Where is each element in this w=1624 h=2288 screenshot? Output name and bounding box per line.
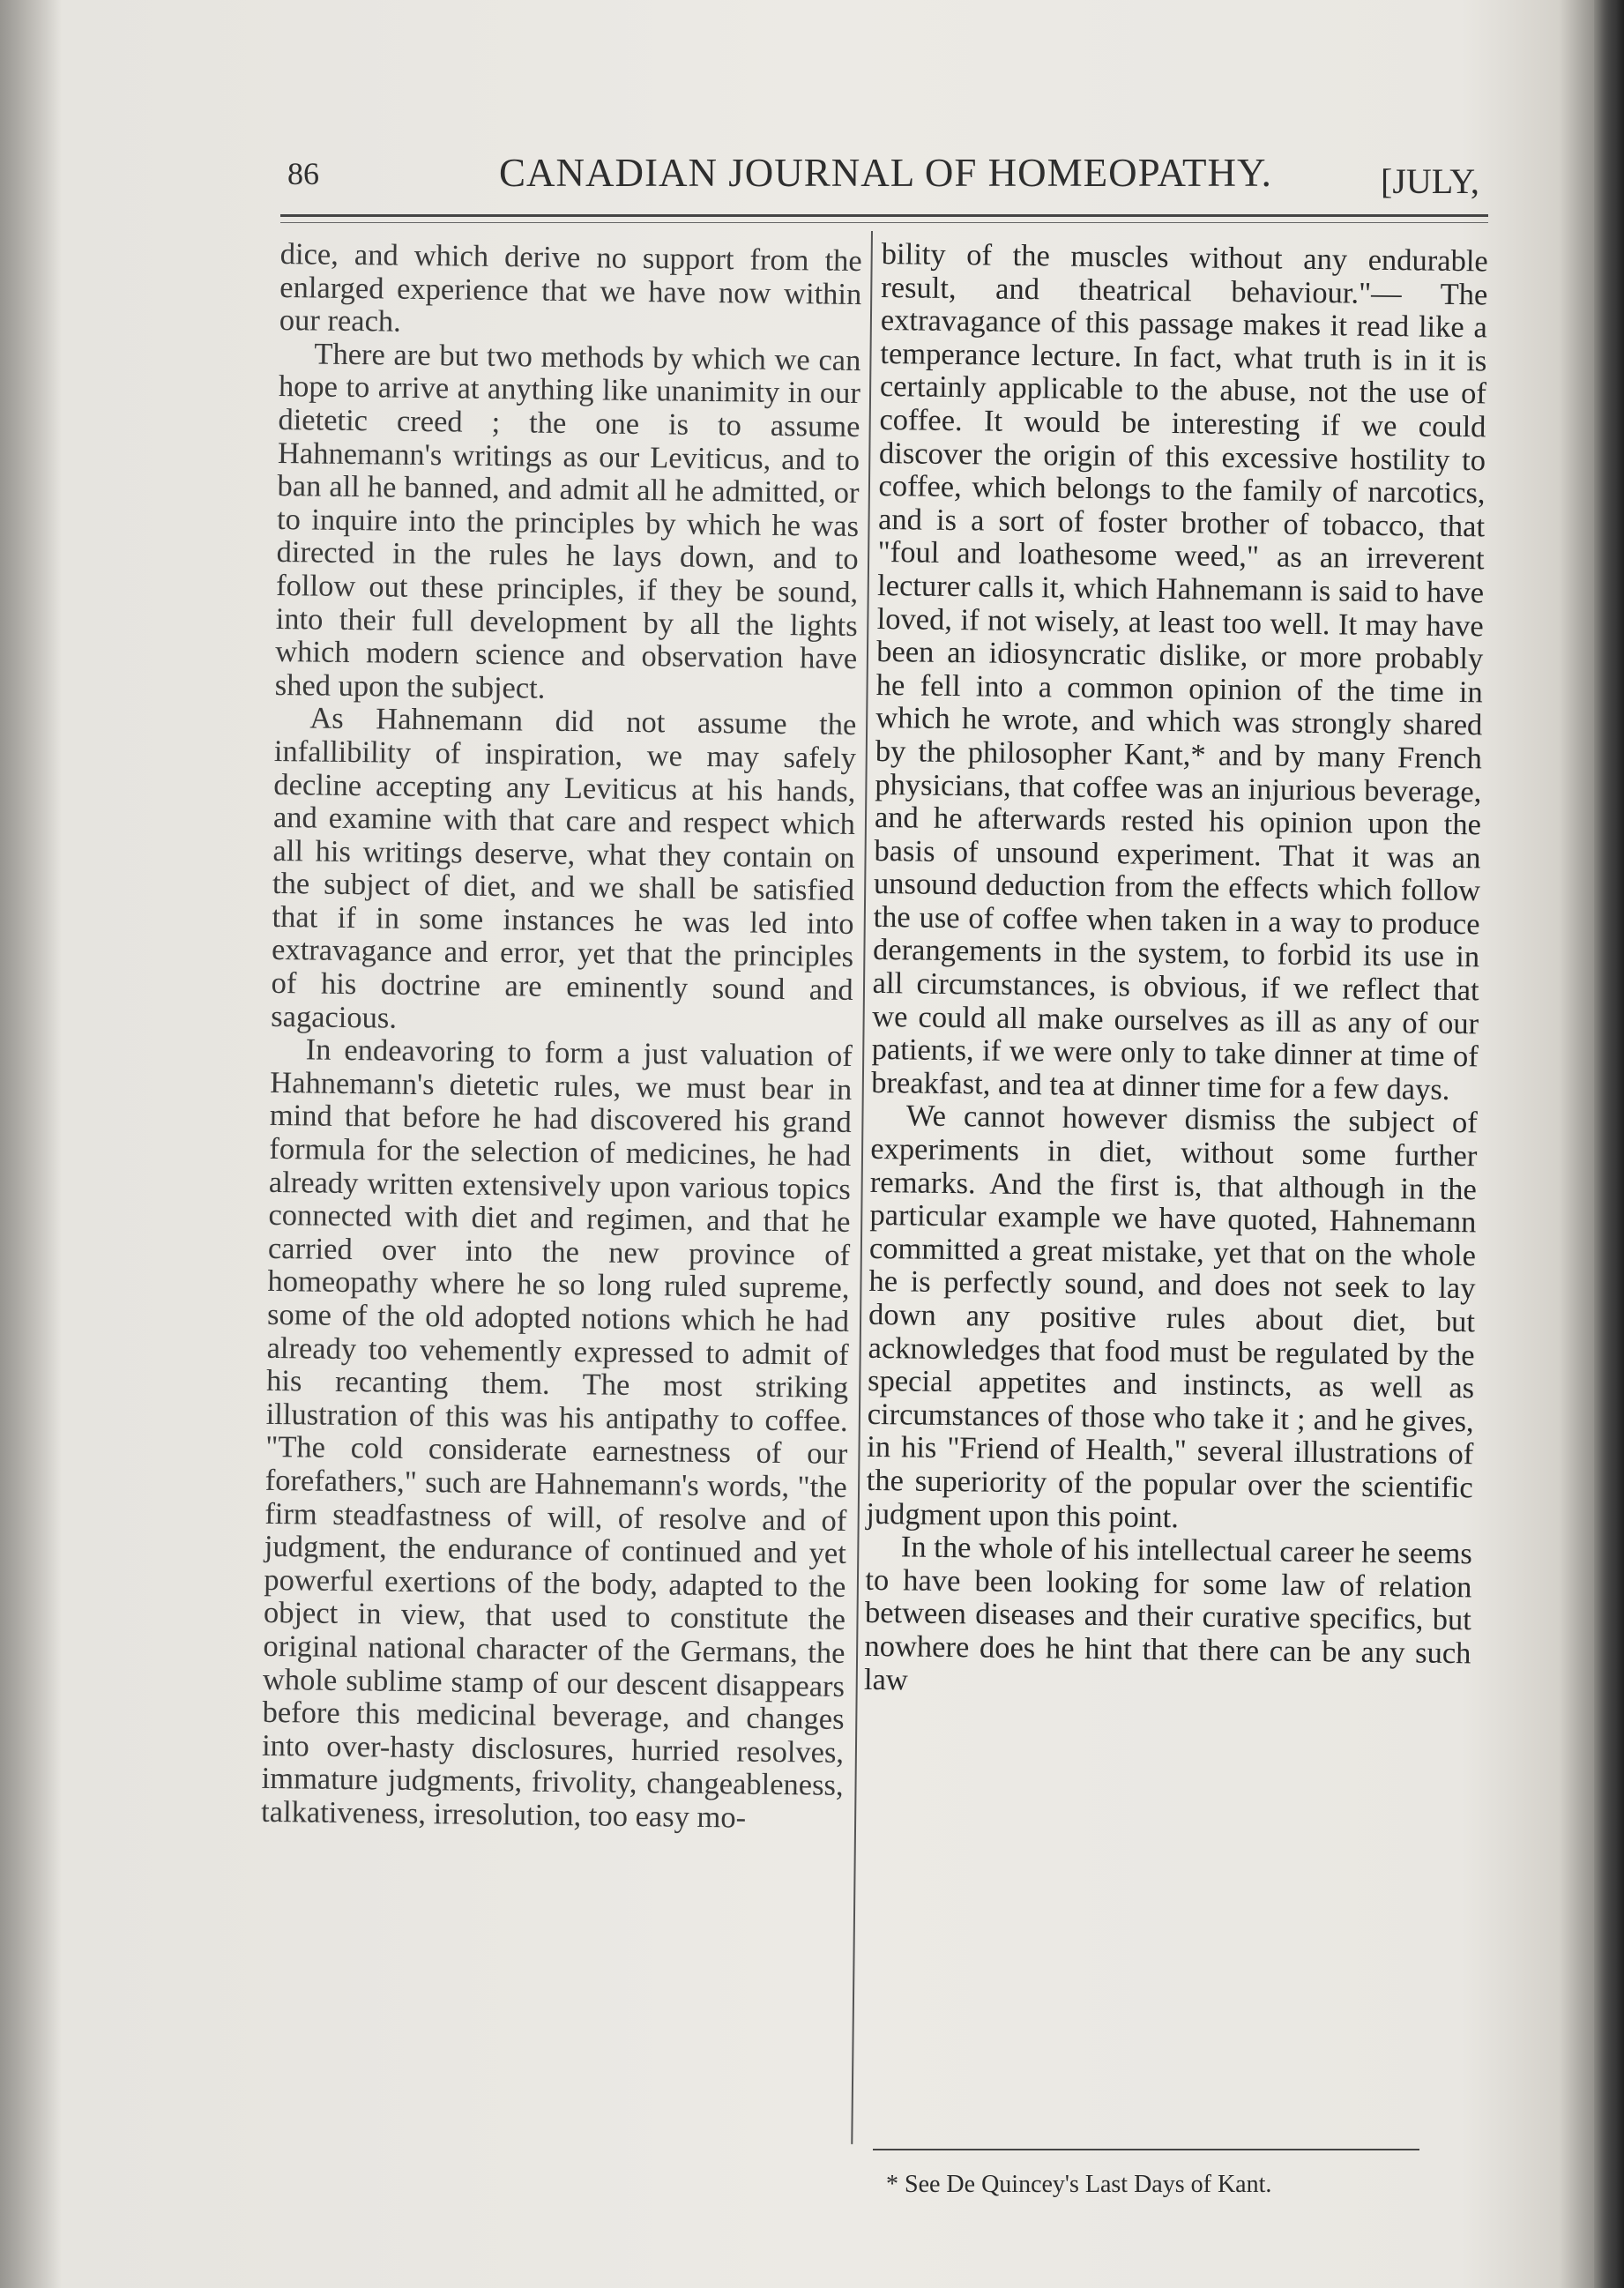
footnote: * See De Quincey's Last Days of Kant. [886,2171,1272,2198]
right-column [864,238,1488,1703]
page-edge-shadow [1594,0,1624,2288]
paragraph: In endeavoring to form a just valuation of Hahnemann's dietetic rules, we must bear in mind that before he had discovered his grand formula for the selection of medicines, he had already written extensively upon various topics connected with diet and regimen, and that he carried over into the new province of homeopathy where he so long ruled supreme, some of the old adopted notions which he had already too vehemently expressed to admit of his recanting them. The most striking illustration of this was his antipathy to coffee. "The cold considerate earnestness of our forefathers," such are Hahnemann's words, "the firm steadfastness of will, of resolve and of judgment, the endurance of continued and yet powerful exertions of the body, adapted to the object in view, that used to constitute the original national character of the Germans, the whole sublime stamp of our descent disappears before this medicinal beverage, and changes into over-hasty disclosures, hurried resolves, immature judgments, frivolity, changeableness, talkativeness, irresolution, too easy mo- [260,1032,853,1835]
header-rule [280,214,1488,217]
left-column [261,238,862,1836]
page-number: 86 [287,156,319,191]
paragraph: As Hahnemann did not assume the infallibility of inspiration, we may safely decline accepting any Leviticus at his hands, and examine with that care and respect which all his writings deserve, what they contain on the subject of diet, and we shall be satisfied that if in some instances he was led into extravagance and error, yet that the principles of his doctrine are eminently sound and sagacious. [270,701,857,1035]
issue-month: [JULY, [1381,161,1479,201]
paragraph: dice, and which derive no support from the enlarged experience that we have now within our reach. [279,237,862,339]
footnote-rule [873,2149,1419,2150]
paragraph: There are but two methods by which we can hope to arrive at anything like unanimity in our dietetic creed ; the one is to assume Hahnemann's writings as our Leviticus, and to ban all he banned, and admit all he admitted, or to inquire into the principles by which he was directed in the rules he lays down, and to follow out these principles, if they be sound, into their full development by all the lights which modern science and observation have shed upon the subject. [274,337,861,705]
paragraph: In the whole of his intellectual career he seems to have been looking for some law of relation between diseases and their curative specifics, but nowhere does he hint that there can be any such law [863,1530,1473,1697]
journal-title: CANADIAN JOURNAL OF HOMEOPATHY. [499,151,1272,195]
book-gutter-shadow [0,0,62,2288]
running-header [280,150,1497,203]
paragraph: bility of the muscles without any endurable result, and theatrical behaviour."— The extravagance of this passage makes it read like a temperance lecture. In fact, what truth is in it is certainly applicable to the abuse, not the use of coffee. It would be interesting if we could discover the origin of this excessive hostility to coffee, which belongs to the family of narcotics, and is a sort of foster brother of tobacco, that "foul and loathesome weed," as an irreverent lecturer calls it, which Hahnemann is said to have loved, if not wisely, at least too well. It may have been an idiosyncratic dislike, or more probably he fell into a common opinion of the time in which he wrote, and which was strongly shared by the philosopher Kant,* and by many French physicians, that coffee was an injurious beverage, and he afterwards rested his opinion upon the basis of unsound experiment. That it was an unsound deduction from the effects which follow the use of coffee when taken in a way to produce derangements in the system, to forbid its use in all circumstances, is obvious, if we reflect that we could all make ourselves as ill as any of our patients, if we were only to take dinner at time of breakfast, and tea at dinner time for a few days. [871,237,1488,1107]
header-rule-thin [280,222,1488,223]
paragraph: We cannot however dismiss the subject of experiments in diet, without some further remarks. And the first is, that although in the particular example we have quoted, Hahnemann committed a great mistake, yet that on the whole he is perfectly sound, and does not seek to lay down any positive rules about diet, but acknowledges that food must be regulated by the special appetites and instincts, as well as circumstances of those who take it ; and he gives, in his "Friend of Health," several illustrations of the superiority of the popular over the scientific judgment upon this point. [866,1099,1479,1534]
